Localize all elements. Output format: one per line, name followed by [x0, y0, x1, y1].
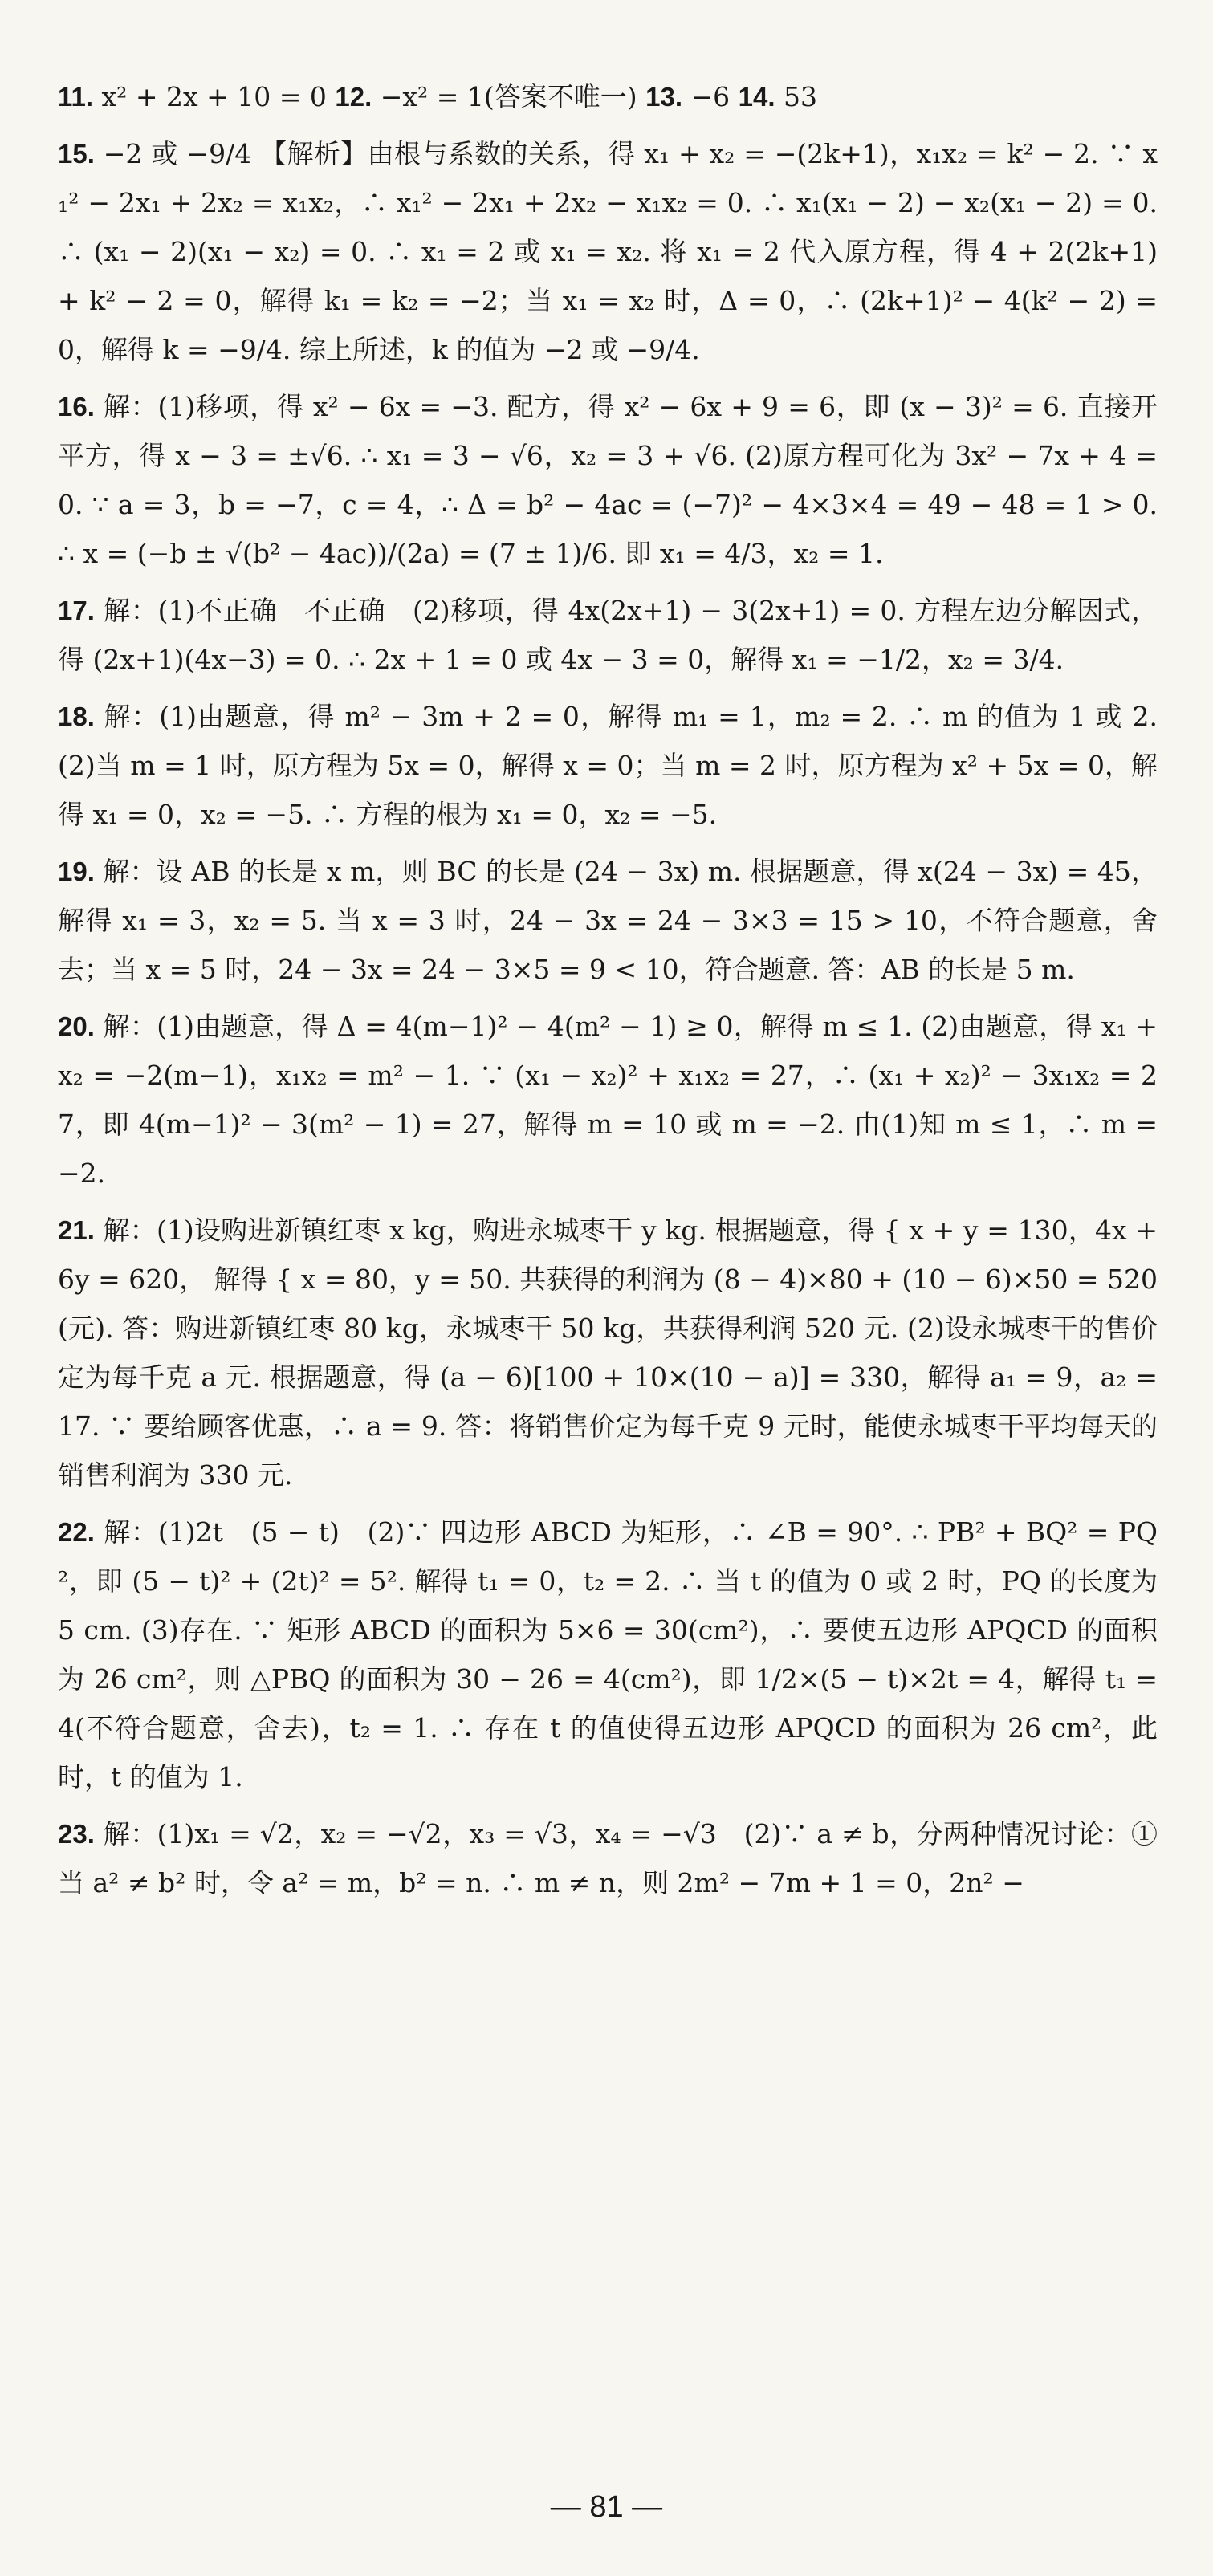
question-number: 13. [645, 82, 682, 112]
answer-text: 解：(1)2t (5 − t) (2)∵ 四边形 ABCD 为矩形，∴ ∠B = 90°. ∴ PB² + BQ² = PQ²，即 (5 − t)² + (2t)² = 5². 解得 t₁ = 0，t₂ = 2. ∴ 当 t 的值为 0 或 2 时，PQ 的长度为 5 cm. (3)存在. ∵ 矩形 ABCD 的面积为 5×6 = 30(cm²)，∴ 要使五边形 APQCD 的面积为 26 cm²，则 △PBQ 的面积为 30 − 26 = 4(cm²)，即 1/2×(5 − t)×2t = 4，解得 t₁ = 4(不符合题意，舍去)，t₂ = 1. ∴ 存在 t 的值使得五边形 APQCD 的面积为 26 cm²，此时，t 的值为 1. [58, 1516, 1158, 1793]
question-number: 16. [58, 392, 95, 421]
answer-text: 解：(1)由题意，得 m² − 3m + 2 = 0，解得 m₁ = 1，m₂ = 2. ∴ m 的值为 1 或 2. (2)当 m = 1 时，原方程为 5x = 0，解得 x = 0；当 m = 2 时，原方程为 x² + 5x = 0，解得 x₁ = 0，x₂ = −5. ∴ 方程的根为 x₁ = 0，x₂ = −5. [58, 701, 1158, 830]
answer-text: 解：设 AB 的长是 x m，则 BC 的长是 (24 − 3x) m. 根据题意，得 x(24 − 3x) = 45，解得 x₁ = 3，x₂ = 5. 当 x = 3 时，24 − 3x = 24 − 3×3 = 15 > 10，不符合题意，舍去；当 x = 5 时，24 − 3x = 24 − 3×5 = 9 < 10，符合题意. 答：AB 的长是 5 m. [58, 856, 1158, 985]
answer-text: 解：(1)x₁ = √2，x₂ = −√2，x₃ = √3，x₄ = −√3 (2)∵ a ≠ b，分两种情况讨论：①当 a² ≠ b² 时，令 a² = m，b² = n. ∴ m ≠ n，则 2m² − 7m + 1 = 0，2n² − [58, 1818, 1158, 1898]
answer-item [58, 692, 1158, 839]
question-number: 19. [58, 857, 95, 886]
answer-item [58, 1508, 1158, 1801]
answer-text: 53 [775, 81, 817, 112]
page-number: — 81 — [550, 2490, 663, 2524]
question-number: 15. [58, 139, 95, 169]
question-number: 11. [58, 82, 94, 112]
answer-text: 解：(1)由题意，得 Δ = 4(m−1)² − 4(m² − 1) ≥ 0，解得 m ≤ 1. (2)由题意，得 x₁ + x₂ = −2(m−1)，x₁x₂ = m² − 1. ∵ (x₁ − x₂)² + x₁x₂ = 27，∴ (x₁ + x₂)² − 3x₁x₂ = 27，即 4(m−1)² − 3(m² − 1) = 27，解得 m = 10 或 m = −2. 由(1)知 m ≤ 1，∴ m = −2. [58, 1011, 1158, 1189]
question-number: 17. [58, 596, 95, 625]
answer-item [58, 129, 1158, 374]
answer-item [58, 1809, 1158, 1907]
answer-item [58, 72, 1158, 121]
question-number: 21. [58, 1215, 95, 1245]
answer-item [58, 382, 1158, 578]
answer-text: −2 或 −9/4 【解析】由根与系数的关系，得 x₁ + x₂ = −(2k+1)，x₁x₂ = k² − 2. ∵ x₁² − 2x₁ + 2x₂ = x₁x₂，∴ x₁² − 2x₁ + 2x₂ − x₁x₂ = 0. ∴ x₁(x₁ − 2) − x₂(x₁ − 2) = 0. ∴ (x₁ − 2)(x₁ − x₂) = 0. ∴ x₁ = 2 或 x₁ = x₂. 将 x₁ = 2 代入原方程，得 4 + 2(2k+1) + k² − 2 = 0，解得 k₁ = k₂ = −2；当 x₁ = x₂ 时，Δ = 0，∴ (2k+1)² − 4(k² − 2) = 0，解得 k = −9/4. 综上所述，k 的值为 −2 或 −9/4. [58, 138, 1158, 365]
answer-text: 解：(1)设购进新镇红枣 x kg，购进永城枣干 y kg. 根据题意，得 { x + y = 130，4x + 6y = 620， 解得 { x = 80，y = 50. 共获得的利润为 (8 − 4)×80 + (10 − 6)×50 = 520(元). 答：购进新镇红枣 80 kg，永城枣干 50 kg，共获得利润 520 元. (2)设永城枣干的售价定为每千克 a 元. 根据题意，得 (a − 6)[100 + 10×(10 − a)] = 330，解得 a₁ = 9，a₂ = 17. ∵ 要给顾客优惠，∴ a = 9. 答：将销售价定为每千克 9 元时，能使永城枣干平均每天的销售利润为 330 元. [58, 1215, 1158, 1491]
question-number: 20. [58, 1011, 95, 1041]
answer-text: −x² = 1(答案不唯一) [372, 81, 646, 112]
answer-item [58, 1002, 1158, 1198]
answer-item [58, 586, 1158, 684]
answer-item [58, 1206, 1158, 1500]
answer-content [58, 72, 1158, 1915]
answer-text: 解：(1)不正确 不正确 (2)移项，得 4x(2x+1) − 3(2x+1) = 0. 方程左边分解因式，得 (2x+1)(4x−3) = 0. ∴ 2x + 1 = 0 或 4x − 3 = 0，解得 x₁ = −1/2，x₂ = 3/4. [58, 595, 1158, 675]
question-number: 12. [335, 82, 372, 112]
answer-text: x² + 2x + 10 = 0 [93, 81, 336, 112]
answer-text: −6 [682, 81, 739, 112]
answer-item [58, 847, 1158, 994]
question-number: 23. [58, 1819, 95, 1849]
question-number: 18. [58, 702, 95, 731]
question-number: 14. [738, 82, 775, 112]
question-number: 22. [58, 1517, 95, 1547]
answer-text: 解：(1)移项，得 x² − 6x = −3. 配方，得 x² − 6x + 9 = 6，即 (x − 3)² = 6. 直接开平方，得 x − 3 = ±√6. ∴ x₁ = 3 − √6，x₂ = 3 + √6. (2)原方程可化为 3x² − 7x + 4 = 0. ∵ a = 3，b = −7，c = 4，∴ Δ = b² − 4ac = (−7)² − 4×3×4 = 49 − 48 = 1 > 0. ∴ x = (−b ± √(b² − 4ac))/(2a) = (7 ± 1)/6. 即 x₁ = 4/3，x₂ = 1. [58, 391, 1158, 569]
